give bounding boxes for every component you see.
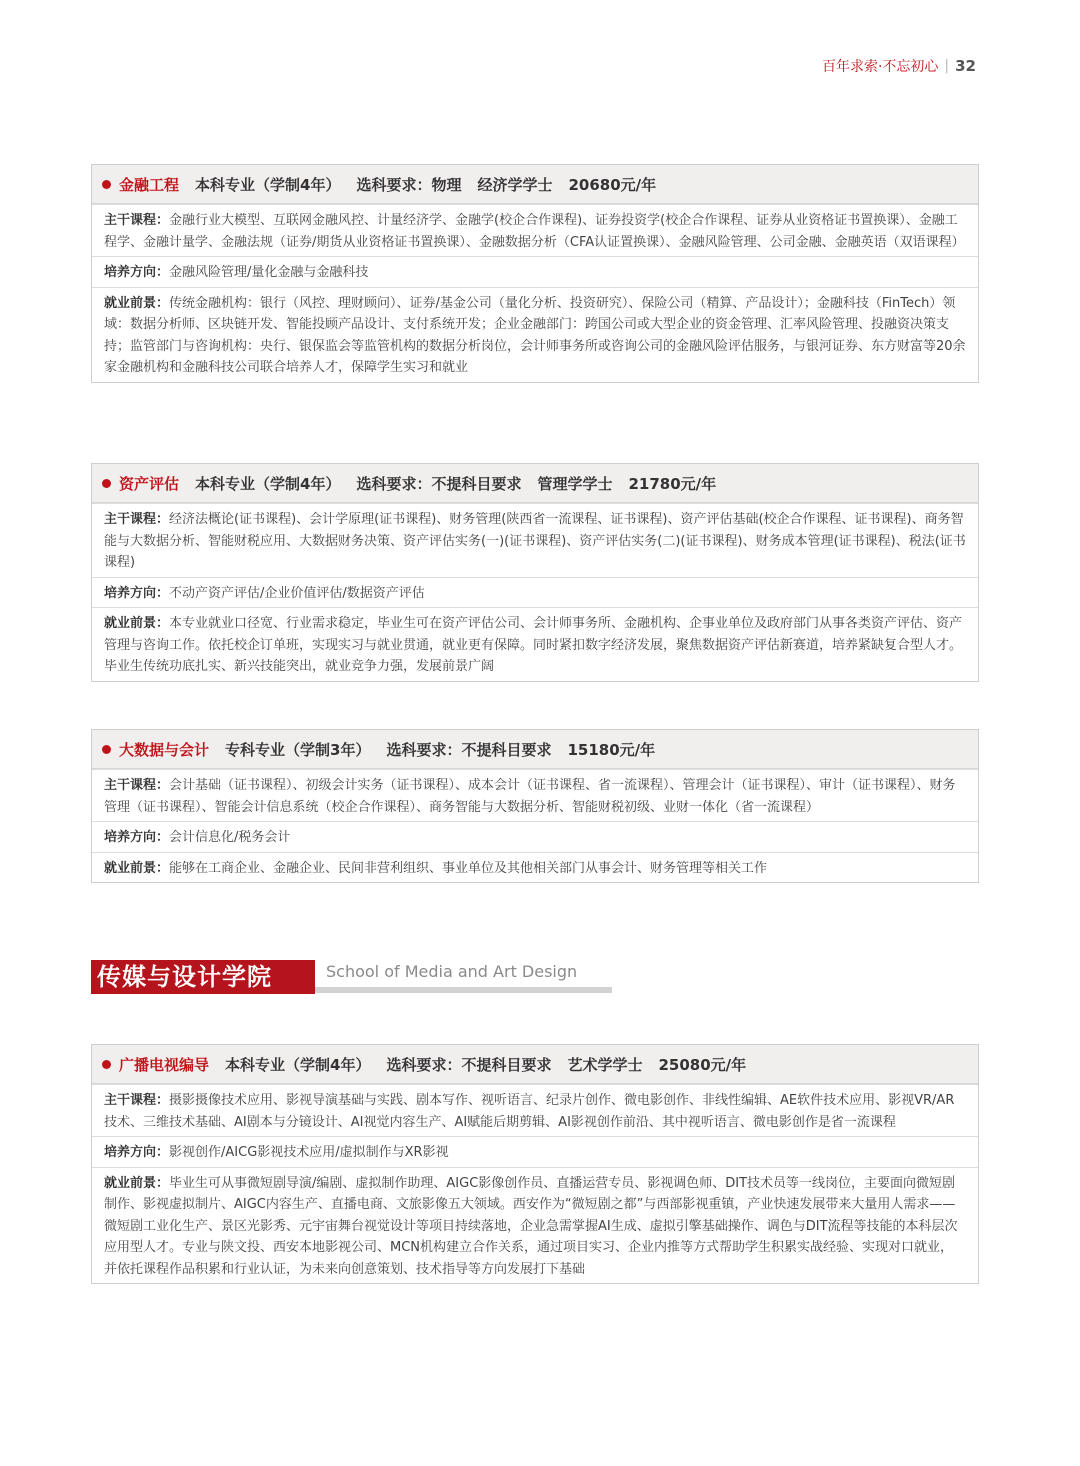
major-tuition: 25080元/年 xyxy=(658,1055,747,1074)
row-text: 本专业就业口径宽、行业需求稳定，毕业生可在资产评估公司、会计师事务所、金融机构、企事业单位及政府部门从事各类资产评估、资产管理与咨询工作。依托校企订单班，实现实习与就业贯通，就业更有保障。同时紧扣数字经济发展，聚焦数据资产评估新赛道，培养紧缺复合型人才。毕业生传统功底扎实、新兴技能突出，就业竞争力强，发展前景广阔 xyxy=(104,616,963,674)
major-title-bar xyxy=(92,165,978,204)
major-card-broadcast-directing xyxy=(91,1044,979,1284)
major-degree: 艺术学学士 xyxy=(567,1055,643,1074)
row-text: 不动产资产评估/企业价值评估/数据资产评估 xyxy=(169,585,425,601)
major-requirement: 选科要求：不提科目要求 xyxy=(386,740,552,759)
courses-row xyxy=(92,204,978,256)
row-label: 培养方向： xyxy=(104,830,170,845)
major-title-bar xyxy=(92,464,978,503)
header-separator: | xyxy=(944,58,950,74)
row-text: 能够在工商企业、金融企业、民间非营利组织、事业单位及其他相关部门从事会计、财务管理等相关工作 xyxy=(169,860,768,876)
row-text: 摄影摄像技术应用、影视导演基础与实践、剧本写作、视听语言、纪录片创作、微电影创作、非线性编辑、AE软件技术应用、影视VR/AR技术、三维技术基础、AI剧本与分镜设计、AI视觉内容生产、AI赋能后期剪辑、AI影视创作前沿、其中视听语言、微电影创作是省一流课程 xyxy=(104,1093,955,1130)
major-card-big-data-accounting xyxy=(91,729,979,883)
prospects-row xyxy=(92,607,978,681)
major-requirement: 选科要求：不提科目要求 xyxy=(386,1055,552,1074)
row-label: 培养方向： xyxy=(104,585,170,601)
bullet-dot-icon xyxy=(102,745,111,754)
prospects-row xyxy=(92,852,978,883)
bullet-dot-icon xyxy=(102,1060,111,1069)
section-underline xyxy=(315,987,612,993)
major-tuition: 20680元/年 xyxy=(568,175,657,194)
bullet-dot-icon xyxy=(102,479,111,488)
page-number: 32 xyxy=(955,57,976,75)
major-degree: 经济学学士 xyxy=(477,175,553,194)
major-name: 金融工程 xyxy=(119,175,180,194)
row-text: 影视创作/AICG影视技术应用/虚拟制作与XR影视 xyxy=(169,1145,449,1160)
major-tuition: 21780元/年 xyxy=(628,474,717,493)
row-label: 主干课程： xyxy=(104,213,170,228)
row-text: 经济法概论(证书课程)、会计学原理(证书课程)、财务管理(陕西省一流课程、证书课程)、资产评估基础(校企合作课程、证书课程)、商务智能与大数据分析、智能财税应用、大数据财务决策、资产评估实务(一)(证书课程)、资产评估实务(二)(证书课程)、财务成本管理(证书课程)、税法(证书课程) xyxy=(104,512,966,570)
row-text: 会计信息化/税务会计 xyxy=(169,830,291,845)
prospects-row xyxy=(92,1167,978,1284)
row-text: 金融行业大模型、互联网金融风控、计量经济学、金融学(校企合作课程)、证券投资学(校企合作课程、证券从业资格证书置换课）、金融工程学、金融计量学、金融法规（证券/期货从业资格证书置换课）、金融数据分析（CFA认证置换课）、金融风险管理、公司金融、金融英语（双语课程） xyxy=(104,213,965,250)
row-label: 就业前景： xyxy=(104,860,170,876)
major-title-bar xyxy=(92,1045,978,1084)
direction-row xyxy=(92,577,978,608)
major-requirement: 选科要求：物理 xyxy=(356,175,462,194)
major-name: 资产评估 xyxy=(119,474,180,493)
major-card-finance-engineering xyxy=(91,164,979,383)
major-name: 广播电视编导 xyxy=(119,1055,210,1074)
header-slogan: 百年求索·不忘初心 xyxy=(821,59,939,75)
section-heading xyxy=(91,960,612,994)
major-degree: 管理学学士 xyxy=(537,474,613,493)
row-text: 会计基础（证书课程）、初级会计实务（证书课程）、成本会计（证书课程、省一流课程）、管理会计（证书课程）、审计（证书课程）、财务管理（证书课程）、智能会计信息系统（校企合作课程）、商务智能与大数据分析、智能财税初级、业财一体化（省一流课程） xyxy=(104,778,956,815)
section-title-en: School of Media and Art Design xyxy=(326,962,578,981)
courses-row xyxy=(92,769,978,821)
major-requirement: 选科要求：不提科目要求 xyxy=(356,474,522,493)
major-level: 本科专业（学制4年） xyxy=(195,175,341,194)
page-header xyxy=(822,56,976,76)
bullet-dot-icon xyxy=(102,180,111,189)
row-label: 主干课程： xyxy=(104,778,170,793)
major-name: 大数据与会计 xyxy=(119,740,210,759)
row-label: 培养方向： xyxy=(104,265,170,280)
courses-row xyxy=(92,503,978,577)
row-label: 就业前景： xyxy=(104,295,170,311)
direction-row xyxy=(92,256,978,287)
prospects-row xyxy=(92,287,978,382)
major-level: 本科专业（学制4年） xyxy=(195,474,341,493)
major-level: 专科专业（学制3年） xyxy=(225,740,371,759)
row-label: 就业前景： xyxy=(104,616,170,631)
courses-row xyxy=(92,1084,978,1136)
direction-row xyxy=(92,1136,978,1167)
row-label: 就业前景： xyxy=(104,1175,170,1191)
row-text: 毕业生可从事微短剧导演/编剧、虚拟制作助理、AIGC影像创作员、直播运营专员、影视调色师、DIT技术员等一线岗位，主要面向微短剧制作、影视虚拟制片、AIGC内容生产、直播电商、文旅影像五大领域。西安作为“微短剧之都”与西部影视重镇，产业快速发展带来大量用人需求——微短剧工业化生产、景区光影秀、元宇宙舞台视觉设计等项目持续落地，企业急需掌握AI生成、虚拟引擎基础操作、调色与DIT流程等技能的本科层次应用型人才。专业与陕文投、西安本地影视公司、MCN机构建立合作关系，通过项目实习、企业内推等方式帮助学生积累实战经验、实现对口就业，并依托课程作品积累和行业认证，为未来向创意策划、技术指导等方向发展打下基础 xyxy=(104,1175,958,1277)
major-card-asset-appraisal xyxy=(91,463,979,682)
row-label: 培养方向： xyxy=(104,1145,170,1160)
major-tuition: 15180元/年 xyxy=(567,740,656,759)
row-label: 主干课程： xyxy=(104,1093,170,1108)
row-text: 传统金融机构：银行（风控、理财顾问）、证券/基金公司（量化分析、投资研究）、保险公司（精算、产品设计）；金融科技（FinTech）领域：数据分析师、区块链开发、智能投顾产品设计、支付系统开发；企业金融部门：跨国公司或大型企业的资金管理、汇率风险管理、投融资决策支持；监管部门与咨询机构：央行、银保监会等监管机构的数据分析岗位，会计师事务所或咨询公司的金融风险评估服务，与银河证券、东方财富等20余家金融机构和金融科技公司联合培养人才，保障学生实习和就业 xyxy=(104,295,966,375)
section-title-cn: 传媒与设计学院 xyxy=(91,960,315,994)
major-level: 本科专业（学制4年） xyxy=(225,1055,371,1074)
direction-row xyxy=(92,821,978,852)
row-label: 主干课程： xyxy=(104,512,170,527)
row-text: 金融风险管理/量化金融与金融科技 xyxy=(169,265,369,280)
major-title-bar xyxy=(92,730,978,769)
